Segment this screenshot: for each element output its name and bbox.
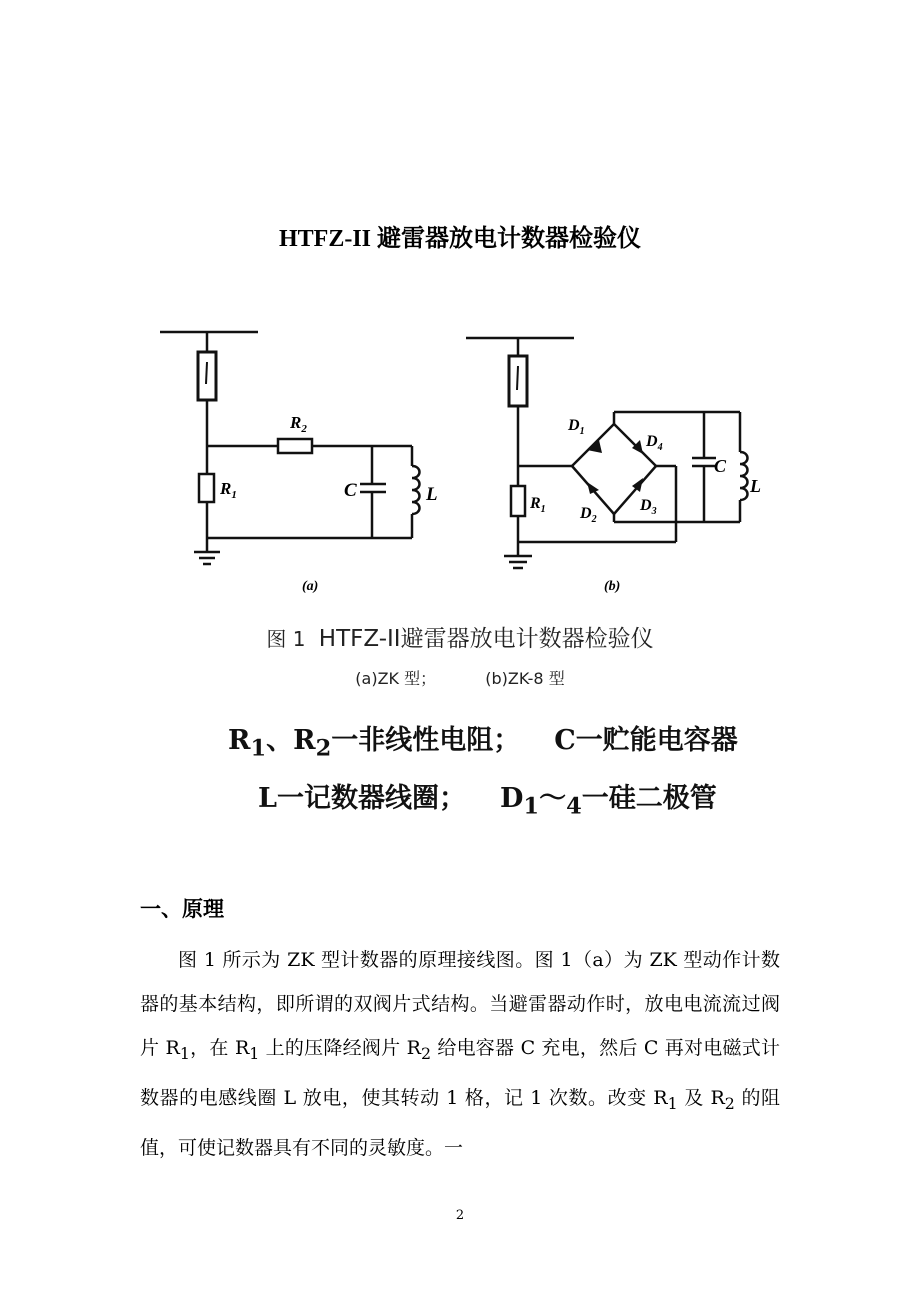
legend-r-mid: 、R [266, 725, 316, 756]
label-tag-b: (b) [604, 579, 621, 594]
circuit-b [466, 338, 748, 568]
legend-d-tilde: ～ [539, 783, 567, 814]
label-d2: $D_2$ [580, 505, 597, 525]
figure-caption-text: HTFZ-II避雷器放电计数器检验仪 [318, 626, 654, 652]
legend-r-prefix: R [228, 725, 251, 756]
legend-d-sub1: 1 [523, 793, 540, 820]
label-r2: $R_2$ [290, 413, 307, 435]
legend-d-sub2: 4 [566, 793, 582, 820]
figure-number: 图 1 [266, 627, 306, 651]
label-l-b: L [750, 476, 761, 496]
label-d3: $D_3$ [640, 497, 657, 517]
document-title: HTFZ-II 避雷器放电计数器检验仪 [278, 226, 641, 252]
legend-line-2 [258, 776, 717, 819]
subcaption-a: (a)ZK 型； [355, 669, 437, 688]
label-d4: $D_4$ [646, 433, 663, 453]
legend-d-prefix: D [499, 783, 524, 814]
body-paragraph [140, 938, 780, 1170]
label-tag-a: (a) [302, 579, 319, 594]
paragraph-text: 图 1 所示为 ZK 型计数器的原理接线图。图 1（a）为 ZK 型动作计数器的基本结构，即所谓的双阀片式结构。当避雷器动作时，放电电流流过阀片 $R_1$，在 $R_1$ 上的压降经阀片 $R_2$ 给电容器 C 充电，然后 C 再对电磁式计数器的电感线圈 L 放电，使其转动 1 格，记 1 次数。改变 $R_1$ 及 $R_2$ 的阻值，可使记数器具有不同的灵敏度。一 [140, 949, 781, 1159]
label-c-b: C [714, 456, 727, 476]
page-number: 2 [455, 1208, 465, 1223]
label-r1-b: $R_1$ [530, 495, 546, 515]
label-c-a: C [344, 480, 357, 501]
section-title: 一、原理 [140, 896, 224, 921]
legend-r-sub2: 2 [315, 735, 332, 762]
circuit-a [160, 332, 420, 564]
figure-caption [0, 620, 920, 653]
diodes [587, 440, 643, 494]
label-l-a: L [426, 484, 438, 505]
legend-r-desc: 一非线性电阻； [331, 725, 521, 756]
figure-subcaption [0, 666, 920, 689]
legend-d-desc: 一硅二极管 [581, 783, 717, 814]
legend-l-desc: L一记数器线圈； [258, 783, 466, 814]
legend-line-1 [228, 718, 738, 761]
label-r1-a: $R_1$ [220, 479, 237, 501]
label-d1: $D_1$ [568, 417, 585, 437]
legend-c-desc: C一贮能电容器 [554, 725, 738, 756]
circuit-diagram [140, 318, 780, 600]
subcaption-b: (b)ZK-8 型 [485, 669, 565, 688]
legend-r-sub1: 1 [250, 735, 267, 762]
